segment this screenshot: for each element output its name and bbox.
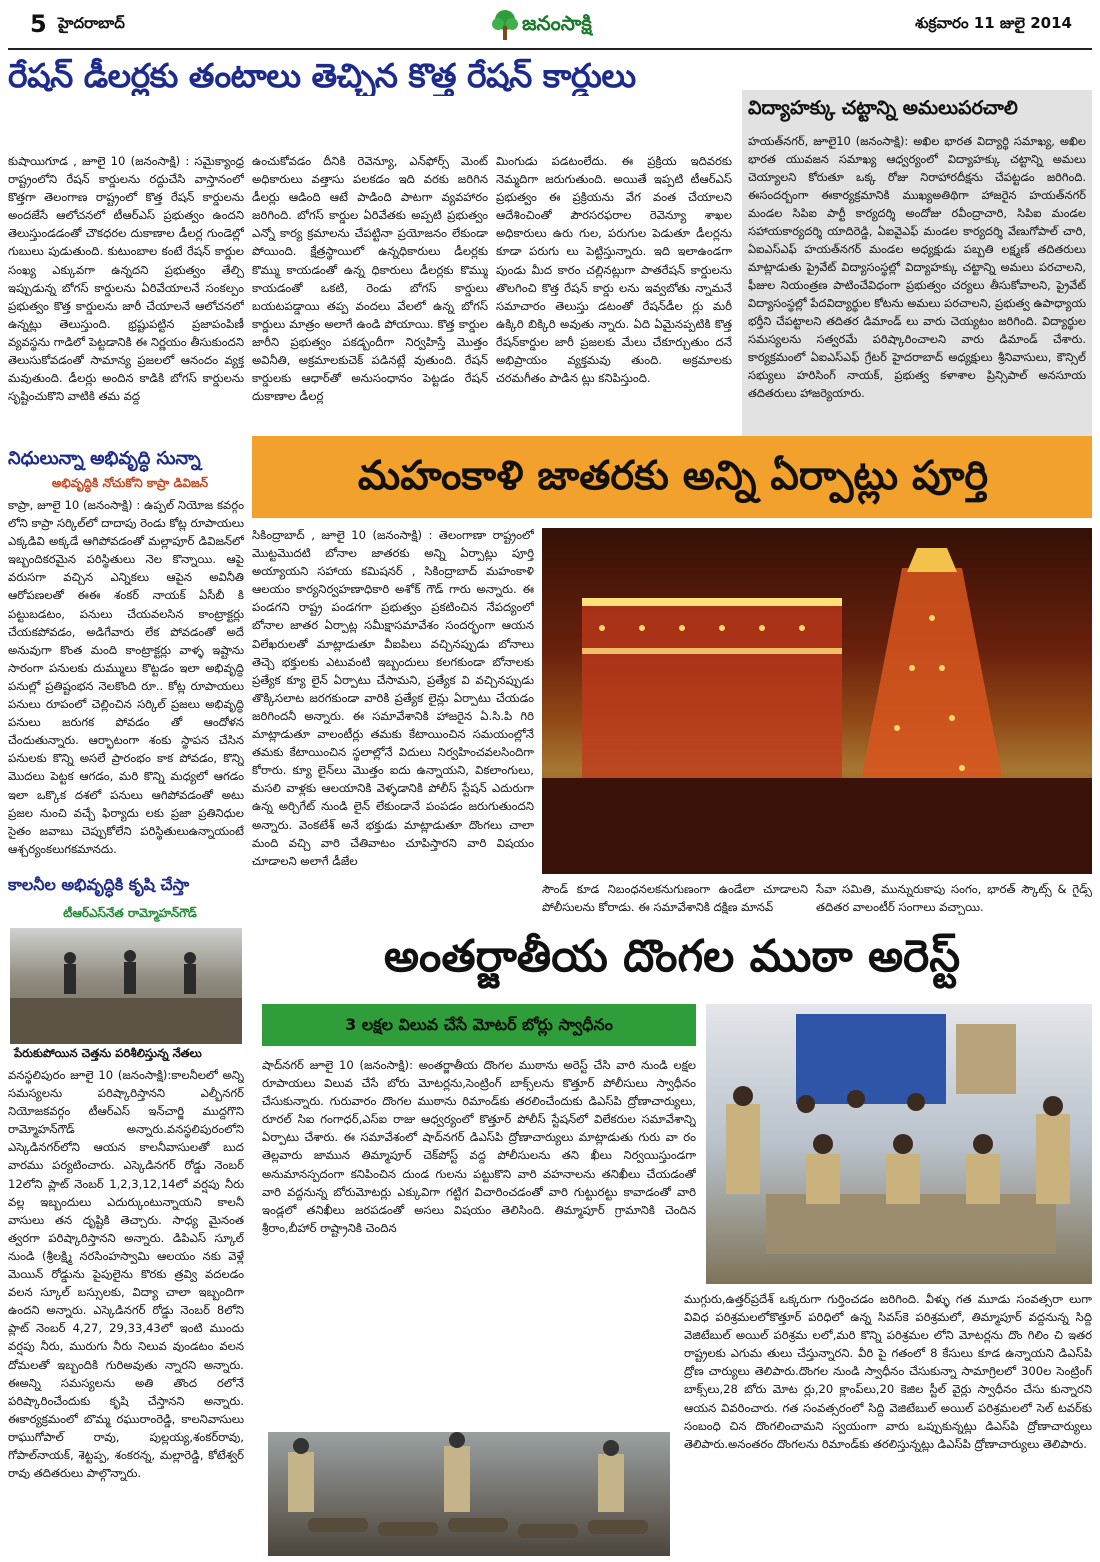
story1-col2: ఉంచుకోవడం దీనికి రెవెన్యూ, ఎన్‌ఫోర్స్ మెంట్ అధికారులు వత్తాసు పలకడం ఇది వరకు జరిగిన డీలర్లు ఆడింది ఆటే పాడింది పాటగా వ్యవహారం జరిగింది. బోగస్ కార్డుల ఏరివేతకు అప్పటి ప్రభుత్వం ఎన్నో కార్య క్రమాలను చేపట్టినా ప్రయోజనం లేకుండా పోయింది. క్షేత్రస్థాయిలో ఉన్నధికారులు డీలర్లకు కొమ్ము కాయడంతో ఉన్న ధికారులు డీలర్లకు కొమ్ము కాయడంతో ఒకటి, రెండు బోగస్ కార్డులు బయటపడ్డాయి తప్ప వందలు వేలలో ఉన్న బోగస్ కార్డులు మాత్రం అలాగే ఉండి పోయాయి. కొత్త కార్డుల జారీని ప్రభుత్వం పకడ్బందీగా నిర్వహిస్తే మొత్తం అవినీతి, అక్రమాలకుచెక్ పడినట్లే వుతుంది. రేషన్ కార్డులకు ఆధార్‌తో అనుసంధానం పెట్టడం రేషన్ దుకాణాల డీలర్ల [252, 154, 488, 404]
police-press-meet-photo [706, 1004, 1092, 1284]
seized-motors-photo [268, 1432, 670, 1556]
mahankali-temple-photo [542, 528, 1092, 874]
story6-headline: అంతర్జాతీయ దొంగల ముఠా అరెస్ట్ [383, 931, 961, 982]
temple-illustration-icon [542, 528, 1092, 874]
story4-body-right: సేవా సమితి, మున్నురుకాపు సంగం, భారత్ స్కౌట్స్ & గైడ్స్ తదితర వాలంటీర్ సంగాలు వచ్చాయి. [816, 882, 1092, 915]
story6-body-top: షాద్‌నగర్ జూలై 10 (జనంసాక్షి): అంతర్జాతీయ దొంగల ముఠాను అరెస్ట్ చేసి వారి నుండి లక్షల రూపాయలు విలువ చేసే బోరు మోటర్లను,సెంట్రింగ్ బాక్స్‌లను కొత్తూర్ పోలీసులు స్వాధీనం చేసుకున్నారు. గురువారం దొంగల ముఠాను రిమాండ్‌కు తరలించేందుకు డిఎస్‌పి ద్రోణాచార్యులు, రూరల్ సిఐ గంగాధర్,ఎస్ఐ రాజు ఆధ్వర్యంలో కొత్తూర్ పోలీస్ స్టేషన్‌లో విలేకరుల సమావేశాన్ని ఏర్పాటు చేశారు. ఈ సమావేశంలో షాద్‌నగర్ డిఎస్‌పి ద్రోణాచార్యులు మాట్లాడుతు గురు వా రం తెల్లవారు జామున తిమ్మాపూర్ చెక్‌పోస్ట్ వద్ద పోలీసులను తని ఖీలు నిర్వయిస్తుండగా అనుమానస్పదంగా కనిపించిన దుండ గులను పట్టుకొని వారి వహనాలను తనిఖీలు చేయడంతో వారి వద్దనున్న బోరుమోటర్లు ఎక్కువిగా గట్టిగ విచారించడంతో వారి గుట్టురట్టు కావాడంతో వారి ఇండ్లలో తనిఖీలు జరపడంతో అసలు విషయం తెలిసింది. తిమ్మాపూర్ గ్రామానికి చెందిన శ్రీరాం,బీహార్ రాష్ట్రానికి చెందిన [262, 1058, 696, 1235]
police-officers-icon [706, 1004, 1092, 1284]
story3-body: కాప్రా, జూలై 10 (జనంసాక్షి) : ఉప్పల్ నియోజ కవర్గం లోని కాప్రా సర్కిల్‌లో దాదాపు రెండు కోట్ల రూపాయలు ఎక్కడివి అక్కడే ఆగిపోవడంతో మల్లాపూర్ డివిజన్‌లో ఇబ్బందికరమైన పరిస్థితులు నెల కొన్నాయి. ఆపై వరుసగా వచ్చిన ఎన్నికలు ఆపైన అవినీతి ఆరోపణలతో ఈఈ శంకర్ నాయక్ ఏసీబీ కి పట్టుబడటం, పనులు చేయవలసిన కాంట్రాక్టర్లు చేయకపోవడం, అడిగేవారు లేక పోవడంతో అదే అనువుగా కొంత మంది కాంట్రాక్టర్లు వాళ్ళ ఇష్టాను సారంగా పనులకు దుమ్ములు కొట్టడం ఇలా అభివృద్ధి పనుల్లో ప్రతిష్టంభన నెలకొంది రూ.. కోట్ల రూపాయలు పనులు రూపంలో చెల్లించిన సర్కిల్ ప్రజలు అభివృద్ధి పనులు జరుగక పోవడం తో ఆందోళన చేందుతున్నారు. ఆర్భాటంగా శంకు స్థాపన చేసిన పనులకు కొన్ని అసలే ప్రారంభం కాక పోవడం, కొన్ని మొదలు పెట్టక ఆగడం, మరి కొన్ని మధ్యలో ఆగడం ఇలా ఒక్కొక దశలో పనులు ఆగిపోవడంతో అటు ప్రజల నుంచి వచ్చే ఫిర్యాదు లకు ప్రజా ప్రతినిధుల సైతం జవాబు చెప్పుకోలేని పరిస్థితులుఉన్నాయంటే ఆశ్చర్యంకలుగకమానదు. [8, 498, 244, 856]
story4-body-left: సికింద్రాబాద్ , జూలై 10 (జనంసాక్షి) : తెలంగాణా రాష్ట్రంలో మొట్టమొదటి బోనాల జాతరకు అన్ని ఏర్పాట్లు పూర్తి అయ్యాయని సహాయ కమిషనర్ , సికింద్రాబాద్ మహంకాళి ఆలయం కార్యనిర్వహణాధికారి అశోక్ గౌడ్ గారు అన్నారు. ఈ పండగని రాష్ట్ర పండగగా ప్రభుత్వం ప్రకటించిన నేపద్యంలో బోనాల జాతర ఏర్పాట్ల సమీక్షాసమావేశం సందర్భంగా ఆయన విలేఖరులతో మాట్లాడుతూ వీఐపిలు వచ్చినప్పుడు బోనాలు తెచ్చె భక్తులకు ఎటువంటి ఇబ్బందులు కలగకుండా బోనాలకు ప్రత్యేక క్యూ లైన్ ఏర్పాటు చేసామని, ప్రత్యేక వి వచ్చినప్పుడు తొక్కిసలాట జరగకుండా వారికి ప్రత్యేక లైన్లు ఏర్పాటు చేయడం జరిగిందనీ అన్నారు. ఈ సమావేశానికి హాజరైన ఏ.సి.పి గిరి మాట్లాడుతూ వాలంటీర్లు తమకు కేటాయించిన సమయంల్లోనే తమకు కేటాయించిన స్థలాల్లోనే విదులు నిర్వహించవలసిందిగా కోరారు. క్యూ లైన్‌లు మొత్తం ఐదు ఉన్నాయని, వికలాంగులు, మసలి వాళ్లకు ఆలయానికి వెళ్ళడానికి పోలీస్ స్టేషన్ ఎదురుగా ఉన్న అర్చిగేట్ నుండి లైన్ లేకుండానే పంపడం జరుగుతుందని అన్నారు. వెంకటేశ్ అనే భక్తుడు మాట్లాడుతూ దొంగలు చాలా మంది వచ్చి వారి చేతివాటం చూపిస్తారని వారి విషయం చూడాలని అలాగే డీజేల [252, 528, 534, 868]
story1-headline: రేషన్ డీలర్లకు తంటాలు తెచ్చిన కొత్త రేషన్ కార్డులు [8, 56, 636, 95]
masthead-logo [490, 6, 620, 44]
story6-body-bottom: ముగ్గురు,ఉత్తర్‌ప్రదేశ్ ఒక్కరుగా గుర్తించడం జరిగింది. వీళ్ళు గత మూడు సంవత్సరా లుగా వివిధ పరిశ్రమలలోకొత్తూర్ పరిధిలో ఉన్న సివస్‌కె పరిశ్రమలో, తిమ్మాపూర్ వద్దనున్న సిద్ది వెజిటేబుల్ అయిల్ పరిశ్రమ లలో,మరి కొన్ని పరిశ్రమల లోని మోటర్లను దొం గిలిం చి ఇతర రాష్ట్రలకు ఎగుమ తులు చేస్తున్నారని. వీరి పై గతంలో 8 కేసులు కూడ ఉన్నాయని డిఎస్‌పి ద్రోణ చార్యులు తెలిపారు.దొంగల నుండి స్వాధీనం చేసుకున్నా సామాగ్రిలలో 300ల సెంట్రింగ్ బాక్స్‌లు,28 బోరు మోట ర్లు,20 క్లాంప్‌లు,20 కెజిల స్టీల్ వైర్లు స్వాధీనం చేసు కున్నారని ఆయన వివరించారు. గత సంవత్సరంలో సిద్ది వెజిటేబుల్ అయిల్ పరిశ్రమలలో సెల్ టవర్‌కు సంబంధి చిన దొంగలించామని స్వయంగా వారు ఒప్పుకున్నట్లు డిఎస్‌పి ద్రోణాచార్యులు తెలిపారు.అనంతరం దొంగలను రిమాండ్‌కు తరలిస్తున్నట్లు డిఎస్‌పి ద్రోణాచార్యులు తెలిపారు. [684, 1292, 1092, 1451]
story2-body: హయత్‌నగర్, జూలై10 (జనంసాక్షి): అఖిల భారత విద్యార్థి సమాఖ్య, అఖిల భారత యువజన సమాఖ్య ఆధ్వర్యంలో విద్యాహక్కు చట్టాన్ని అమలు చెయ్యాలని కోరుతూ ఒక్క రోజు నిరాహారదీక్షను చేపట్టడం జరిగింది. ఈసందర్బంగా ఈకార్యక్రమానికి ముఖ్యఅతిథిగా హాజరైన హయత్‌నగర్ మండల సిపిఐ పార్టీ కార్యదర్శి అందోజు రవీంద్రాచారి, సిపిఐ మండల సహాయకార్యదర్శి యాదిరెడ్డి, ఏఐవైఎఫ్ మండల కార్యదర్శి వేణుగోపాల్ చారి, ఏఐఎస్ఎఫ్ హయత్‌నగర్ మండల అధ్యక్షుడు పబ్బతి లక్ష్మణ్ తదితరులు మాట్లాడుతు ప్రైవేట్ విద్యాసంస్థల్లో విద్యాహక్కు చట్టాన్ని అమలు పరచాలని, ఫీజుల నియంత్రణ పాటించేవిధంగా ప్రభుత్వం చర్యలు తీసుకోవాలని, ప్రైవేట్ విద్యాసంస్థల్లో పేదవిద్యార్థుల కోటను అమలు పరచాలని, ప్రభుత్వ ఉపాధ్యాయ భర్తీని చేపట్టాలని తదితర డిమాండ్ లు వారు చెయ్యటం జరిగింది. విద్యార్థుల సమస్యలను సత్వరమే పరిష్కారించాలని వారు డిమాండ్ చేశారు. కార్యక్రమంలో ఏఐఎస్ఎఫ్ గ్రేటర్ హైదరాబాద్ అధ్యక్షులు శ్రీనివాసులు, కౌన్సిల్ సభ్యులు హరిసింగ్ నాయక్, ప్రభుత్వ కళాశాల ప్రిన్సిపాల్ అనసూయ తదితరులు హాజర్యెయారు. [748, 134, 1086, 400]
people-inspecting-icon [10, 928, 242, 1044]
story5-body: వనస్థలిపురం జూలై 10 (జనంసాక్షి):కాలనీలలో అన్ని సమస్యలను పరిష్కారిస్తానని ఎల్బీనగర్ నియోజకవర్గం టీఆర్ఎస్ ఇన్‌చార్జి ముద్దగొని రామ్మోహన్‌గౌడ్ అన్నారు.వనస్థలిపురంలోని ఎస్కెడినగర్‌లోని ఆయన కాలనీవాసులతో బుద వారము పర్యటించారు. ఎస్కెడినగర్ రోడ్డు నెంబర్ 12లోని ప్లాట్ నెంబర్ 1,2,3,12,14లో వర్షపు నీరు వల్ల ఇబ్బందులు ఎదుర్కుంటున్నాయని కాలనీ వాసులు తన దృష్టికి తెచ్చారు. సాధ్య మైనంత త్వరగా పరిష్కారిస్తానని అన్నారు. డిపిఎస్ స్కూల్ నుండి (శ్రీలక్ష్మి నరసింహస్వామి ఆలయం నకు వెళ్లే మెయిన్ రోడ్డును పైపులైను కొరకు త్రవ్వి వదలడం వలన స్కూల్ బస్సులకు, విద్యా చాలా ఇబ్బందిగా ఉందని అన్నారు. ఎస్కెడినగర్ రోడ్డు నెంబర్ 8లోని ప్లాట్ నెంబర్ 4,27, 29,33,43లో ఇంటి ముందు వర్షపు నీరు, మురుగు నీరు నిలువ వుండటం వలన దోమలతో ఇబ్బందికి గురిఅవుతు న్నారని అన్నారు. ఈఅన్ని సమస్యలను అతి తొంద రలోనే పరిష్కారించేందుకు కృషి చేస్తానని అన్నారు. ఈకార్యక్రమంలో బొమ్మ రఘురాంరెడ్డి, కాలనివాసులు రాఘుగోపాల్ రావు, పుల్లయ్య,శంకర్‌రావు, గోపాల్‌నాయక్, శెట్టప్ప, శంకరన్న, మల్లారెడ్డి, కోటేశ్వర్ రావు తదితరులు పాల్గొన్నారు. [8, 1068, 244, 1481]
story4-headline: మహంకాళి జాతరకు అన్ని ఏర్పాట్లు పూర్తి [357, 453, 989, 499]
story5-subhead: టీఆర్ఎస్‌నేత రామ్మోహన్‌గౌడ్ [63, 906, 197, 920]
story2-headline: విద్యాహక్కు చట్టాన్ని అమలుపరచాలి [748, 97, 1018, 119]
story3-headline: నిధులున్నా అభివృద్ధి సున్నా [8, 448, 201, 469]
tree-icon [490, 8, 520, 42]
header-rule [8, 48, 1092, 50]
story1-col1: కుషాయిగూడ , జూలై 10 (జనంసాక్షి) : సమైక్యాంధ్ర రాష్ట్రంలోని రేషన్ కార్డులను రద్దుచేసి వాస్తానంలో కొత్తగా తెలంగాణ రాష్ట్రంలో కొత్త రేషన్ కార్డులను అందజేసే ఆలోచనలో టీఆర్ఎస్ ప్రభుత్వం ఉందని తెలుస్తుండడంతో చౌకధరల దుకాణాల డీలర్ల గుండెల్లో గుబులు పుడుతుంది. కుటుంబాల కంటే రేషన్ కార్డుల సంఖ్య ఎక్కువగా ఉన్నదని ప్రభుత్వం తేల్చి ఇప్పుడున్న బోగస్ కార్డులను ఏరివేయాలనే సంకల్పం ప్రభుత్వం కొత్త కార్డులను జారీ చేయాలనే ఆలోచనలో ఉన్నట్లు తెలుస్తుంది. భ్రష్టుపట్టిన ప్రజాపంపిణీ వ్యవస్థను గాడిలో పెట్టడానికి ఈ నిర్ణయం తీసుకుందని తెలుసుకోవడంతో సామాన్య ప్రజలలో ఆనందం వ్యక్త మవుతుంది. డీలర్లు అందిన కాడికి బోగస్ కార్డులను సృష్టించుకొని వాటికి తమ వద్ద [8, 154, 244, 404]
story4-body-mid: సౌండ్ కూడ నిబంధనలకనుగుణంగా ఉండేలా చూడాలని పోలీసులను కోరాడు. ఈ సమావేశానికి దక్షిణ మానవ్ [542, 882, 808, 915]
story5-photo-caption: పేరుకుపోయిన చెత్తను పరిశీలిస్తున్న నేతలు [14, 1046, 202, 1060]
colony-garbage-photo [10, 928, 242, 1044]
masthead-title: జనంసాక్షి [522, 11, 592, 35]
city-label: హైదరాబాద్ [58, 14, 125, 32]
story1-col3: మింగుడు పడటంలేదు. ఈ ప్రక్రియ ఇదివరకు నెమ్మదిగా జరుగుతుంది. అయితే ఇప్పటి టీఆర్ఎస్ ప్రభుత్వం ఈ ప్రక్రియను వేగ వంత చేయాలని ఆదేశించింతో పౌరసరఫరాల రెవెన్యూ శాఖల అధికారులు ఉరు గుల, పరుగుల పెడుతూ డీలర్లను కూడా పరుగు లు పెట్టిస్తున్నారు. ఇది ఇలాఉండగా పుండు మీద కారం చల్లినట్లుగా పాతరేషన్ కార్డులను తొలగించి కొత్త రేషన్ కార్డు లను ఇవ్వబోతు న్నామనే సమాచారం తెలుస్తు డటంతో రేషన్‌డీల ర్లు మరీ ఉక్కిరి బిక్కిరి అవుతు న్నారు. ఏది ఏమైనప్పటికి కొత్త రేషన్‌కార్డుల జారీ ప్రజలకు మేలు చేకూర్చుతుం దనే అభిప్రాయం వ్యక్తమవు తుంది. అక్రమాలకు చరమగీతం పాడిన ట్లు కనిపిస్తుంది. [496, 154, 732, 386]
story3-subhead: అభివృద్ధికి నోచుకోని కాప్రా డివిజన్ [51, 476, 209, 490]
issue-date: శుక్రవారం 11 జులై 2014 [915, 14, 1072, 32]
story5-headline: కాలనీల అభివృద్ధికి కృషి చేస్తా [8, 875, 190, 894]
page-number: 5 [30, 10, 47, 38]
story6-subhead: 3 లక్షల విలువ చేసే మోటర్ బోర్లు స్వాధీనం [345, 1015, 613, 1034]
seized-motors-icon [268, 1432, 670, 1556]
